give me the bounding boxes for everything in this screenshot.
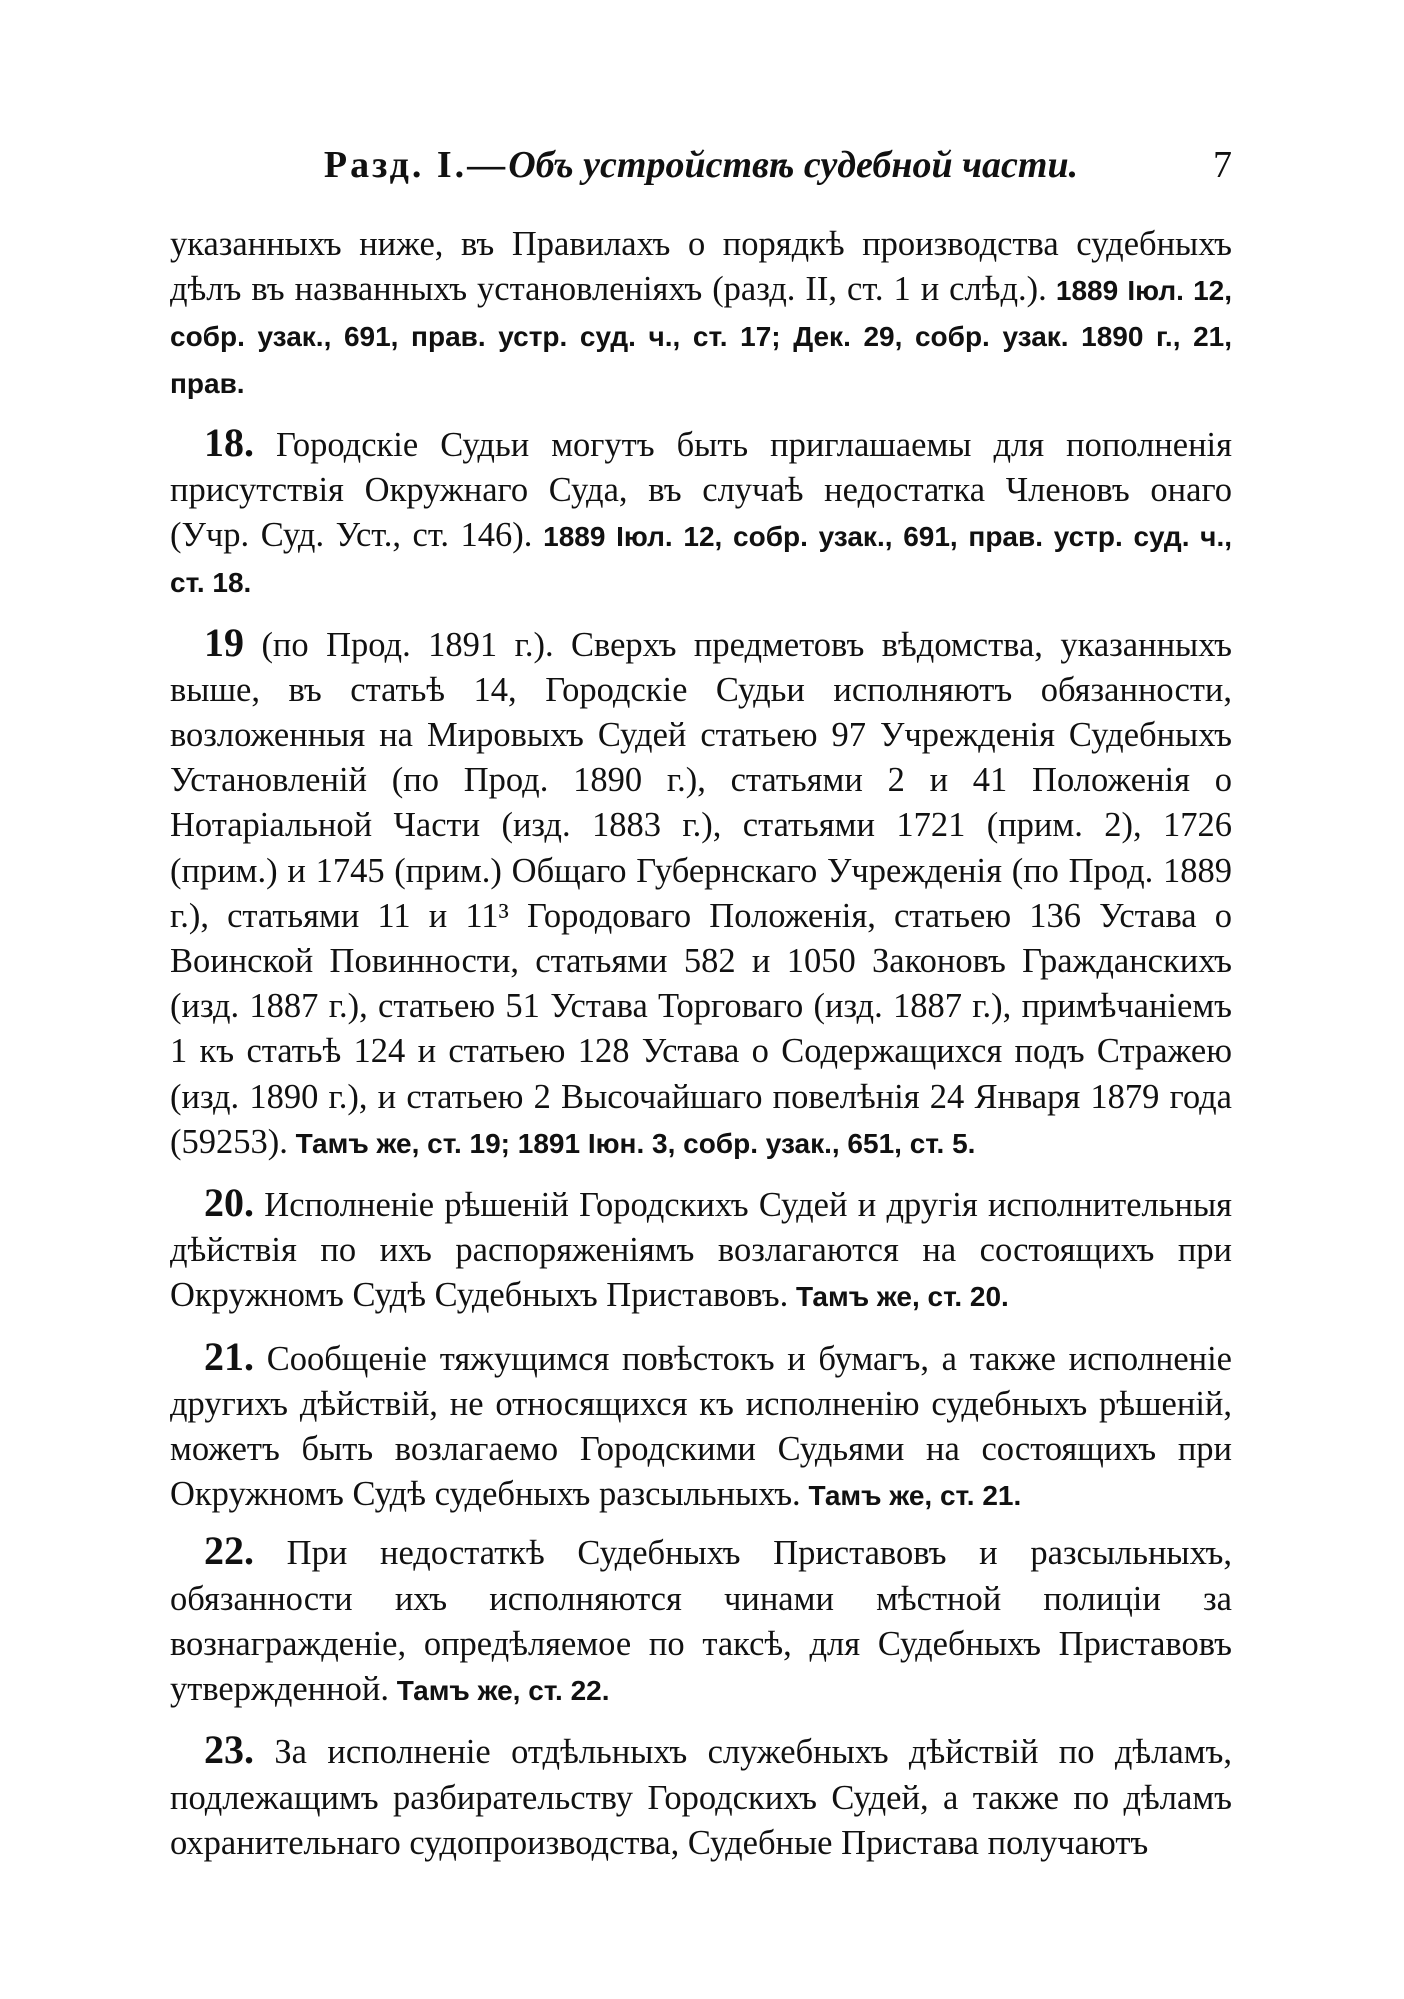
article-20 [170,1180,1232,1320]
paragraph-text: Сообщеніе тяжущимся повѣстокъ и бумагъ, а также исполненіе другихъ дѣйствій, не относящихся къ исполненію судебныхъ рѣшеній, можетъ быть возлагаемо Городскими Судьями на состоящихъ при Окружномъ Судѣ судебныхъ разсыльныхъ. [170,1339,1232,1514]
paragraph-text: (по Прод. 1891 г.). Сверхъ предметовъ вѣдомства, указанныхъ выше, въ статьѣ 14, Городскіе Судьи исполняютъ обязанности, возложенныя на Мировыхъ Судей статьею 97 Учрежденія Судебныхъ Установленій (по Прод. 1890 г.), статьями 2 и 41 Положенія о Нотаріальной Части (изд. 1883 г.), статьями 1721 (прим. 2), 1726 (прим.) и 1745 (прим.) Общаго Губернскаго Учрежденія (по Прод. 1889 г.), статьями 11 и 11³ Городоваго Положенія, статьею 136 Устава о Воинской Повинности, статьями 582 и 1050 Законовъ Гражданскихъ (изд. 1887 г.), статьею 51 Устава Торговаго (изд. 1887 г.), примѣчаніемъ 1 къ статьѣ 124 и статьею 128 Устава о Содержащихся подъ Стражею (изд. 1890 г.), и статьею 2 Высочайшаго повелѣнія 24 Января 1879 года (59253). [170,625,1232,1161]
article-21 [170,1334,1232,1519]
header-chapter-title: Объ устройствѣ судебной части. [508,144,1079,186]
paragraph-text: Городскіе Судьи могутъ быть приглашаемы для пополненія присутствія Окружнаго Суда, въ случаѣ недостатка Членовъ онаго (Учр. Суд. Уст., ст. 146). [170,425,1232,555]
article-18 [170,420,1232,606]
article-number: 23. [204,1727,254,1773]
paragraph-17-continued [170,222,1232,406]
article-number: 21. [204,1333,254,1379]
body-text [170,222,1232,1881]
article-19 [170,620,1232,1166]
header-title [170,140,1232,190]
paragraph-text: При недостаткѣ Судебныхъ Приставовъ и разсыльныхъ, обязанности ихъ исполняются чинами мѣстной полиціи за вознагражденіе, опредѣляемое по таксѣ, для Судебныхъ Приставовъ утвержденной. [170,1534,1232,1709]
paragraph-source: Тамъ же, ст. 20. [788,1281,1009,1313]
article-number: 19 [204,619,244,665]
paragraph-text: За исполненіе отдѣльныхъ служебныхъ дѣйствій по дѣламъ, подлежащимъ разбирательству Городскихъ Судей, а также по дѣламъ охранительнаго судопроизводства, Судебные Пристава получаютъ [170,1733,1232,1862]
paragraph-source: 1889 Іюл. 12, собр. узак., 691, прав. устр. суд. ч., ст. 18. [170,521,1232,599]
paragraph-source: 1889 Іюл. 12, собр. узак., 691, прав. устр. суд. ч., ст. 17; Дек. 29, собр. узак. 1890 г., 21, прав. [170,275,1232,399]
paragraph-source: Тамъ же, ст. 21. [800,1480,1022,1512]
paragraph-source: Тамъ же, ст. 19; 1891 Іюн. 3, собр. узак., 651, ст. 5. [287,1127,976,1159]
article-23 [170,1727,1232,1867]
page-number: 7 [1213,144,1232,186]
paragraph-source: Тамъ же, ст. 22. [388,1675,610,1707]
article-22 [170,1528,1232,1713]
paragraph-text: Исполненіе рѣшеній Городскихъ Судей и другія исполнительныя дѣйствія по ихъ распоряженіямъ возлагаются на состоящихъ при Окружномъ Судѣ Судебныхъ Приставовъ. [170,1186,1232,1315]
paragraph-text: указанныхъ ниже, въ Правилахъ о порядкѣ производства судебныхъ дѣлъ въ названныхъ установленіяхъ (разд. II, ст. 1 и слѣд.). [170,225,1232,309]
article-number: 22. [204,1528,254,1574]
running-header [170,140,1232,190]
article-number: 20. [204,1180,254,1226]
article-number: 18. [204,419,254,465]
header-section: Разд. I.— [323,144,509,186]
